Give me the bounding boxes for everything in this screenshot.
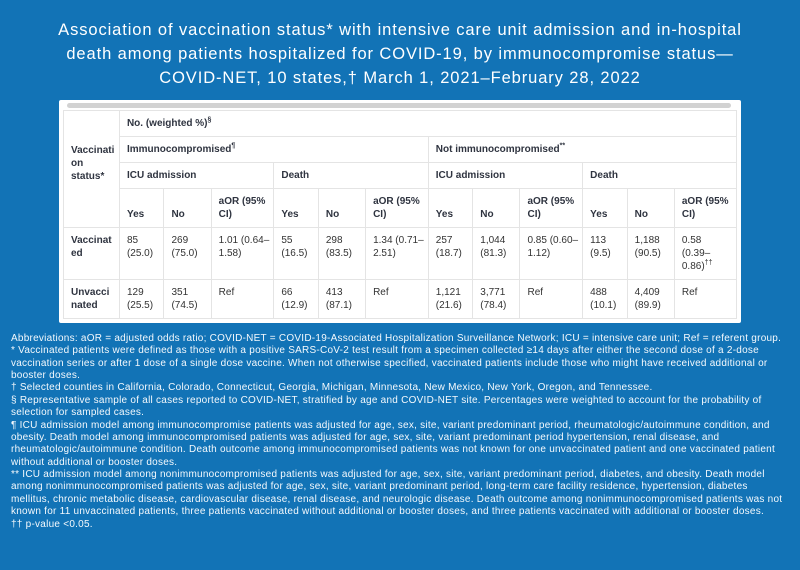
footnote-marker-pilcrow: ¶ [231,142,236,150]
table-cell: Ref [211,279,274,318]
table-cell: 351 (74.5) [164,279,211,318]
footnote-marker-double-asterisk: ** [559,142,566,150]
corner-header-vaccination-status [64,110,120,227]
footnote-section: § Representative sample of all cases reported to COVID-NET, stratified by age and COVID-NET site. Percentages were weighted to account for the probability of selection for sampled cases. [11,394,762,419]
page-title: Association of vaccination status* with intensive care unit admission and in-hospital death among patients hospitalized for COVID-19, by immunocompromise status—COVID-NET, 10 states,† March 1, 2021–February 28, 2022 [58,21,742,87]
page-background [0,19,800,570]
footnote-pilcrow: ¶ ICU admission model among immunocompromise patients was adjusted for age, sex, site, variant predominant period, rheumatologic/autoimmune condition, and obesity. Death model among immunocompromised patients was adjusted for age, sex, site, variant predominant period hypertension, renal disease, and rheumatologic/autoimmune condition. Death outcome among immunocompromised patients was not known for one unvaccinated patient and one vaccinated patient without additional or booster doses. [11,419,775,468]
col-header-yes-1: Yes [119,188,164,227]
table-cell: 1.34 (0.71– 2.51) [366,227,429,279]
table-cell: 413 (87.1) [318,279,365,318]
table-container [59,100,741,323]
no-weighted-header: No. (weighted %)§ [119,110,736,136]
row-header-vaccinated: Vaccinated [64,227,120,279]
table-cell: 1.01 (0.64– 1.58) [211,227,274,279]
table-cell: 1,044 (81.3) [473,227,520,279]
table-cell: 1,121 (21.6) [428,279,473,318]
footnotes-block [11,333,787,531]
table-cell: 0.85 (0.60– 1.12) [520,227,583,279]
col-header-aor-3: aOR (95% CI) [520,188,583,227]
table-cell: 4,409 (89.9) [627,279,674,318]
outcome-header-death-2: Death [583,162,737,188]
table-cell: Ref [674,279,736,318]
group-header-not-immunocompromised: Not immunocompromised** [428,136,736,162]
col-header-no-1: No [164,188,211,227]
table-row-vaccinated [64,227,737,279]
table-cell: Ref [520,279,583,318]
horizontal-scrollbar-thumb[interactable] [67,103,731,108]
table-cell: 66 (12.9) [274,279,319,318]
outcome-header-death-1: Death [274,162,428,188]
table-cell: 3,771 (78.4) [473,279,520,318]
col-header-yes-2: Yes [274,188,319,227]
outcome-header-icu-1: ICU admission [119,162,273,188]
col-header-yes-4: Yes [583,188,628,227]
table-cell: 0.58 (0.39– 0.86)†† [674,227,736,279]
table-row-unvaccinated [64,279,737,318]
outcome-header-icu-2: ICU admission [428,162,582,188]
row-header-unvaccinated: Unvaccinated [64,279,120,318]
table-cell: 488 (10.1) [583,279,628,318]
footnote-marker-section: § [207,116,212,124]
table-cell: 129 (25.5) [119,279,164,318]
table-cell: 269 (75.0) [164,227,211,279]
col-header-aor-1: aOR (95% CI) [211,188,274,227]
table-cell: 55 (16.5) [274,227,319,279]
footnote-double-asterisk: ** ICU admission model among nonimmunocompromised patients was adjusted for age, sex, site, variant predominant period, diabetes, and obesity. Death model among nonimmunocompromised patients was adjusted for age, sex, site, variant predominant period, long-term care facility residence, hypertension, diabetes mellitus, chronic metabolic disease, cardiovascular disease, renal disease, and neurologic disease. Death outcome among nonimmunocompromised patients was not known for 11 unvaccinated patients, three patients vaccinated without additional or booster doses, and three patients vaccinated with additional or booster doses. [11,469,783,518]
table-cell: 113 (9.5) [583,227,628,279]
table-cell: 257 (18.7) [428,227,473,279]
footnote-double-dagger: †† p-value <0.05. [11,518,93,530]
col-header-aor-2: aOR (95% CI) [366,188,429,227]
table-cell: 298 (83.5) [318,227,365,279]
footnote-marker-double-dagger: †† [704,259,713,267]
corner-header-label: Vaccination status* [71,145,115,183]
col-header-no-3: No [473,188,520,227]
footnote-asterisk: * Vaccinated patients were defined as those with a positive SARS-CoV-2 test result from a specimen collected ≥14 days after either the second dose of a 2-dose vaccination series or after 1 dose of a single dose vaccine. When not otherwise specified, vaccinated patients include those who might have received additional or booster doses. [11,345,768,381]
table-cell: Ref [366,279,429,318]
table-cell: 1,188 (90.5) [627,227,674,279]
data-table [63,110,737,319]
footnote-abbreviations: Abbreviations: aOR = adjusted odds ratio; COVID-NET = COVID-19-Associated Hospitalization Surveillance Network; ICU = intensive care unit; Ref = referent group. [11,332,782,344]
group-header-immunocompromised: Immunocompromised¶ [119,136,428,162]
col-header-aor-4: aOR (95% CI) [674,188,736,227]
footnote-dagger: † Selected counties in California, Colorado, Connecticut, Georgia, Michigan, Minnesota, New Mexico, New York, Oregon, and Tennessee. [11,382,653,394]
col-header-no-4: No [627,188,674,227]
col-header-yes-3: Yes [428,188,473,227]
col-header-no-2: No [318,188,365,227]
table-cell: 85 (25.0) [119,227,164,279]
